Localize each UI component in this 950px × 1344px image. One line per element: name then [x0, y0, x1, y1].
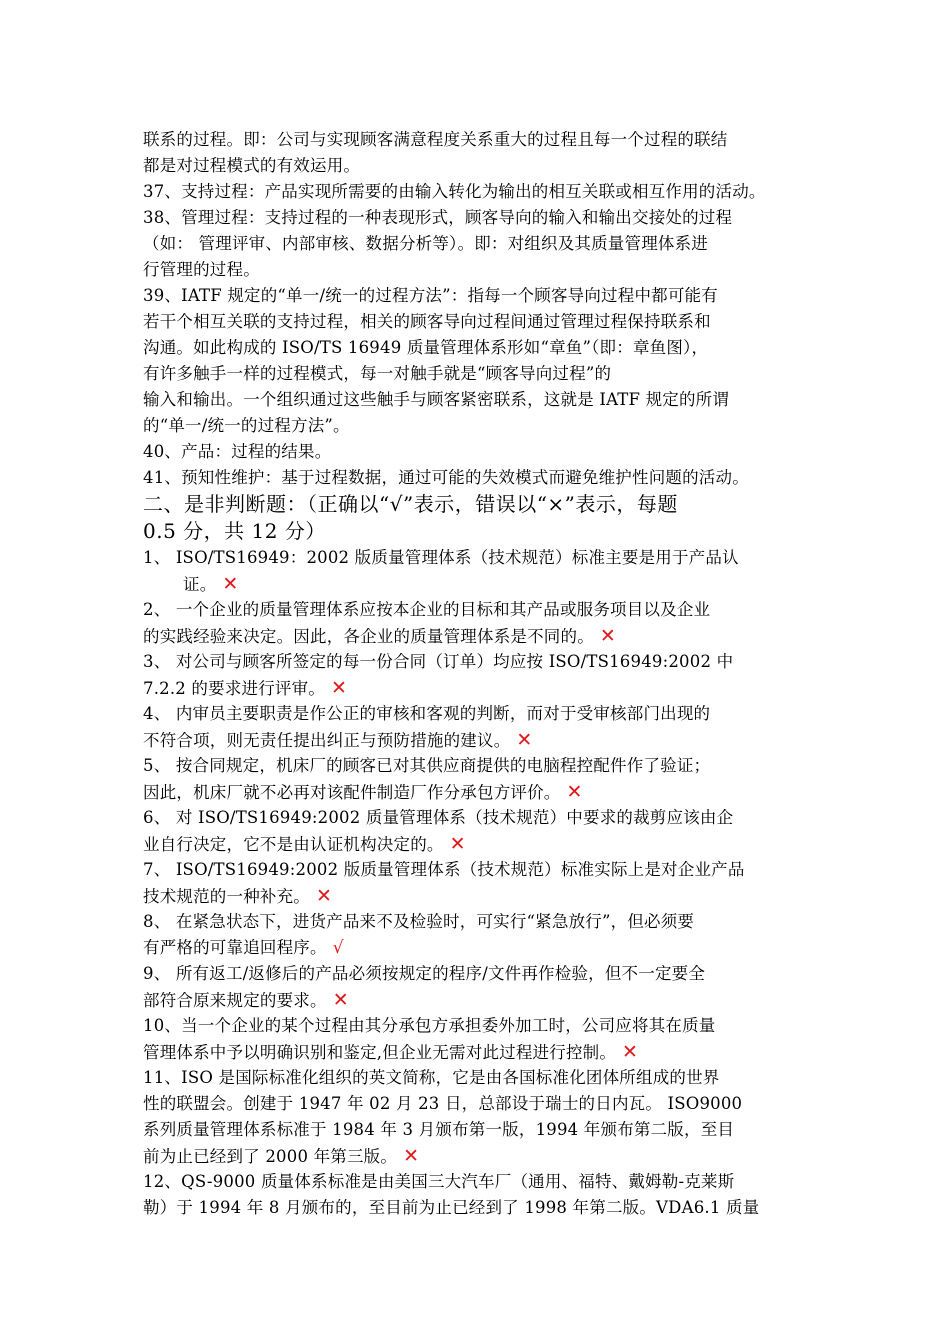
- definition-line: 39、IATF 规定的“单一/统一的过程方法”：指每一个顾客导向过程中都可能有: [143, 286, 718, 305]
- definition-line: 38、管理过程：支持过程的一种表现形式，顾客导向的输入和输出交接处的过程: [143, 208, 733, 227]
- cross-mark-icon: ✕: [316, 885, 333, 907]
- item-text: 9、 所有返工/返修后的产品必须按规定的程序/文件再作检验，但不一定要全: [143, 964, 706, 983]
- section-heading-line: 0.5 分，共 12 分）: [143, 519, 326, 543]
- definition-line: 行管理的过程。: [143, 260, 260, 279]
- document-page: [143, 127, 863, 1221]
- item-text: 技术规范的一种补充。: [143, 887, 310, 906]
- item-line: [143, 545, 863, 571]
- item-line: [143, 805, 863, 831]
- definition-line: 37、支持过程：产品实现所需要的由输入转化为输出的相互关联或相互作用的活动。: [143, 182, 766, 201]
- item-line: [143, 857, 863, 883]
- item-line: [143, 961, 863, 987]
- item-text: 不符合项，则无责任提出纠正与预防措施的建议。: [143, 731, 511, 750]
- item-line: [143, 1039, 863, 1065]
- item-line: [143, 909, 863, 935]
- judgement-item: [143, 649, 863, 701]
- item-text: 10、当一个企业的某个过程由其分承包方承担委外加工时，公司应将其在质量: [143, 1016, 716, 1035]
- item-line: [143, 701, 863, 727]
- judgement-item: [143, 545, 863, 597]
- item-line: [143, 1065, 863, 1091]
- item-text: 部符合原来规定的要求。: [143, 991, 327, 1010]
- item-line: [143, 883, 863, 909]
- item-line: [143, 1091, 863, 1117]
- definition-line: 41、预知性维护：基于过程数据，通过可能的失效模式而避免维护性问题的活动。: [143, 468, 749, 487]
- section-heading: [143, 491, 863, 545]
- item-text: 3、 对公司与顾客所签定的每一份合同（订单）均应按 ISO/TS16949:2002 中: [143, 652, 734, 671]
- judgement-items: [143, 545, 863, 1221]
- item-line: [143, 1117, 863, 1143]
- cross-mark-icon: ✕: [449, 833, 466, 855]
- judgement-item: [143, 701, 863, 753]
- item-text: 证。: [183, 575, 217, 594]
- item-line: [143, 1169, 863, 1195]
- item-line: [143, 987, 863, 1013]
- item-line: [143, 1195, 863, 1221]
- section-heading-line: 二、是非判断题：（正确以“√”表示，错误以“×”表示，每题: [143, 492, 678, 516]
- item-text: 8、 在紧急状态下，进货产品来不及检验时，可实行“紧急放行”，但必须要: [143, 912, 695, 931]
- item-text: 业自行决定，它不是由认证机构决定的。: [143, 835, 444, 854]
- definition-line: 有许多触手一样的过程模式，每一对触手就是“顾客导向过程”的: [143, 364, 612, 383]
- item-line: [143, 753, 863, 779]
- judgement-item: [143, 805, 863, 857]
- item-line: [143, 675, 863, 701]
- item-text: 1、 ISO/TS16949：2002 版质量管理体系（技术规范）标准主要是用于产品认: [143, 548, 739, 567]
- item-line: [143, 623, 863, 649]
- cross-mark-icon: ✕: [599, 625, 617, 647]
- item-line: [143, 649, 863, 675]
- judgement-item: [143, 1065, 863, 1169]
- cross-mark-icon: ✕: [566, 781, 583, 803]
- item-text: 12、QS-9000 质量体系标准是由美国三大汽车厂（通用、福特、戴姆勒-克莱斯: [143, 1172, 735, 1191]
- item-text: 管理体系中予以明确识别和鉴定,但企业无需对此过程进行控制。: [143, 1043, 617, 1062]
- item-text: 的实践经验来决定。因此，各企业的质量管理体系是不同的。: [143, 627, 594, 646]
- item-text: 6、 对 ISO/TS16949:2002 质量管理体系（技术规范）中要求的裁剪应该由企: [143, 808, 734, 827]
- judgement-item: [143, 597, 863, 649]
- judgement-item: [143, 753, 863, 805]
- item-text: 性的联盟会。创建于 1947 年 02 月 23 日，总部设于瑞士的日内瓦。 ISO9000: [143, 1094, 743, 1113]
- item-line: [143, 935, 863, 961]
- item-line: [143, 597, 863, 623]
- cross-mark-icon: ✕: [222, 573, 239, 595]
- item-text: 系列质量管理体系标准于 1984 年 3 月颁布第一版，1994 年颁布第二版，至目: [143, 1120, 735, 1139]
- item-line: [143, 779, 863, 805]
- item-line: [143, 1143, 863, 1169]
- definition-line: 沟通。如此构成的 ISO/TS 16949 质量管理体系形如“章鱼”（即：章鱼图），: [143, 338, 709, 357]
- item-line: [143, 831, 863, 857]
- item-line: [143, 571, 863, 597]
- item-text: 5、 按合同规定，机床厂的顾客已对其供应商提供的电脑程控配件作了验证；: [143, 756, 711, 775]
- cross-mark-icon: ✕: [332, 989, 349, 1011]
- item-text: 勒）于 1994 年 8 月颁布的，至目前为止已经到了 1998 年第二版。VDA6.1 质量: [143, 1198, 760, 1217]
- item-text: 4、 内审员主要职责是作公正的审核和客观的判断，而对于受审核部门出现的: [143, 704, 711, 723]
- cross-mark-icon: ✕: [622, 1041, 639, 1063]
- definition-line: 的“单一/统一的过程方法”。: [143, 416, 350, 435]
- item-line: [143, 1013, 863, 1039]
- item-text: 有严格的可靠追回程序。: [143, 938, 327, 957]
- definition-line: 联系的过程。即：公司与实现顾客满意程度关系重大的过程且每一个过程的联结: [143, 130, 728, 149]
- check-mark-icon: √: [332, 938, 344, 958]
- item-text: 因此，机床厂就不必再对该配件制造厂作分承包方评价。: [143, 783, 561, 802]
- judgement-item: [143, 1013, 863, 1065]
- definition-line: （如： 管理评审、内部审核、数据分析等）。即：对组织及其质量管理体系进: [143, 234, 708, 253]
- definitions-block: [143, 127, 863, 491]
- cross-mark-icon: ✕: [516, 729, 533, 751]
- item-text: 2、 一个企业的质量管理体系应按本企业的目标和其产品或服务项目以及企业: [143, 600, 711, 619]
- judgement-item: [143, 857, 863, 909]
- definition-line: 输入和输出。一个组织通过这些触手与顾客紧密联系，这就是 IATF 规定的所谓: [143, 390, 730, 409]
- item-text: 前为止已经到了 2000 年第三版。: [143, 1147, 398, 1166]
- definition-line: 若干个相互关联的支持过程，相关的顾客导向过程间通过管理过程保持联系和: [143, 312, 711, 331]
- item-text: 7.2.2 的要求进行评审。: [143, 679, 326, 698]
- cross-mark-icon: ✕: [403, 1145, 420, 1167]
- item-line: [143, 727, 863, 753]
- definition-line: 40、产品：过程的结果。: [143, 442, 332, 461]
- judgement-item: [143, 961, 863, 1013]
- definition-line: 都是对过程模式的有效运用。: [143, 156, 361, 175]
- item-text: 7、 ISO/TS16949:2002 版质量管理体系（技术规范）标准实际上是对企业产品: [143, 860, 745, 879]
- judgement-item: [143, 909, 863, 961]
- item-text: 11、ISO 是国际标准化组织的英文简称，它是由各国标准化团体所组成的世界: [143, 1068, 720, 1087]
- cross-mark-icon: ✕: [331, 677, 348, 699]
- judgement-item: [143, 1169, 863, 1221]
